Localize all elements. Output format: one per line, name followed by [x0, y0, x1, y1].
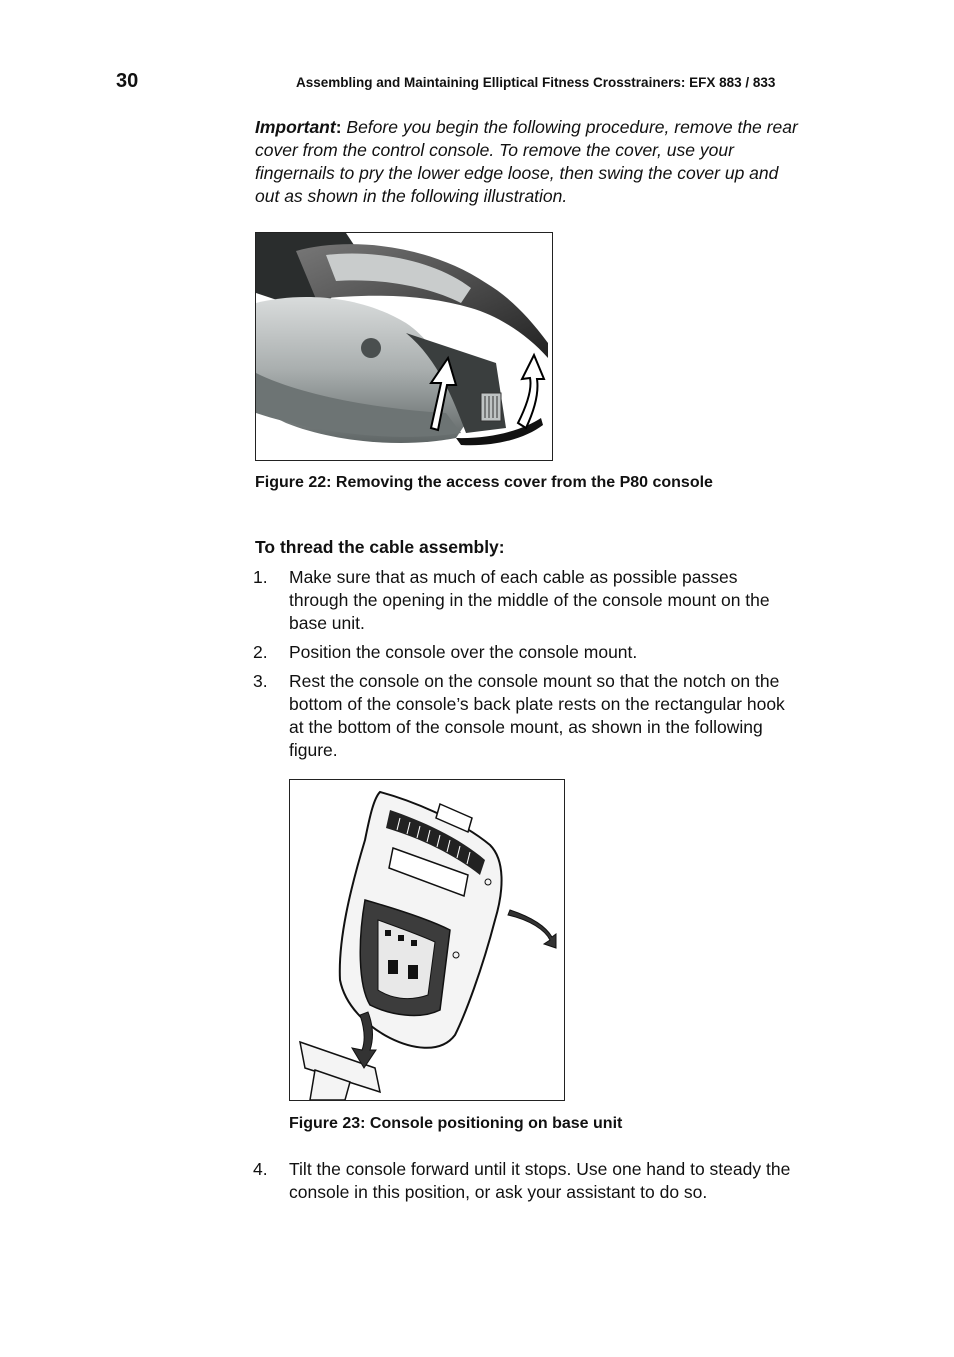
step-number: 4.: [253, 1159, 268, 1179]
console-cover-illustration: [256, 233, 552, 460]
important-note: [255, 116, 800, 208]
console-positioning-illustration: [290, 780, 564, 1100]
step-1: [253, 566, 798, 635]
step-2: [253, 641, 798, 664]
running-header: Assembling and Maintaining Elliptical Fitness Crosstrainers: EFX 883 / 833: [296, 75, 776, 90]
important-text: Before you begin the following procedure, remove the rear cover from the control console. To remove the cover, use your fingernails to pry the lower edge loose, then swing the cover up and out as shown in the following illustration.: [255, 117, 798, 206]
step-text: Rest the console on the console mount so that the notch on the bottom of the console’s back plate rests on the rectangular hook at the bottom of the console mount, as shown in the following figure.: [289, 671, 785, 760]
important-label: Important: [255, 117, 336, 137]
figure-23-illustration: [289, 779, 565, 1101]
figure-23-caption: Figure 23: Console positioning on base unit: [289, 1115, 623, 1132]
step-number: 1.: [253, 567, 268, 587]
step-text: Make sure that as much of each cable as possible passes through the opening in the middle of the console mount on the base unit.: [289, 567, 770, 633]
figure-22-caption: Figure 22: Removing the access cover from the P80 console: [255, 474, 713, 491]
step-4: [253, 1158, 798, 1204]
step-3: [253, 670, 798, 762]
step-text: Position the console over the console mount.: [289, 642, 638, 662]
section-heading: To thread the cable assembly:: [255, 537, 505, 557]
step-text: Tilt the console forward until it stops. Use one hand to steady the console in this position, or ask your assistant to do so.: [289, 1159, 791, 1202]
step-number: 3.: [253, 671, 268, 691]
page-number: 30: [116, 70, 139, 92]
important-colon: :: [335, 117, 342, 137]
figure-22-illustration: [255, 232, 553, 461]
step-number: 2.: [253, 642, 268, 662]
